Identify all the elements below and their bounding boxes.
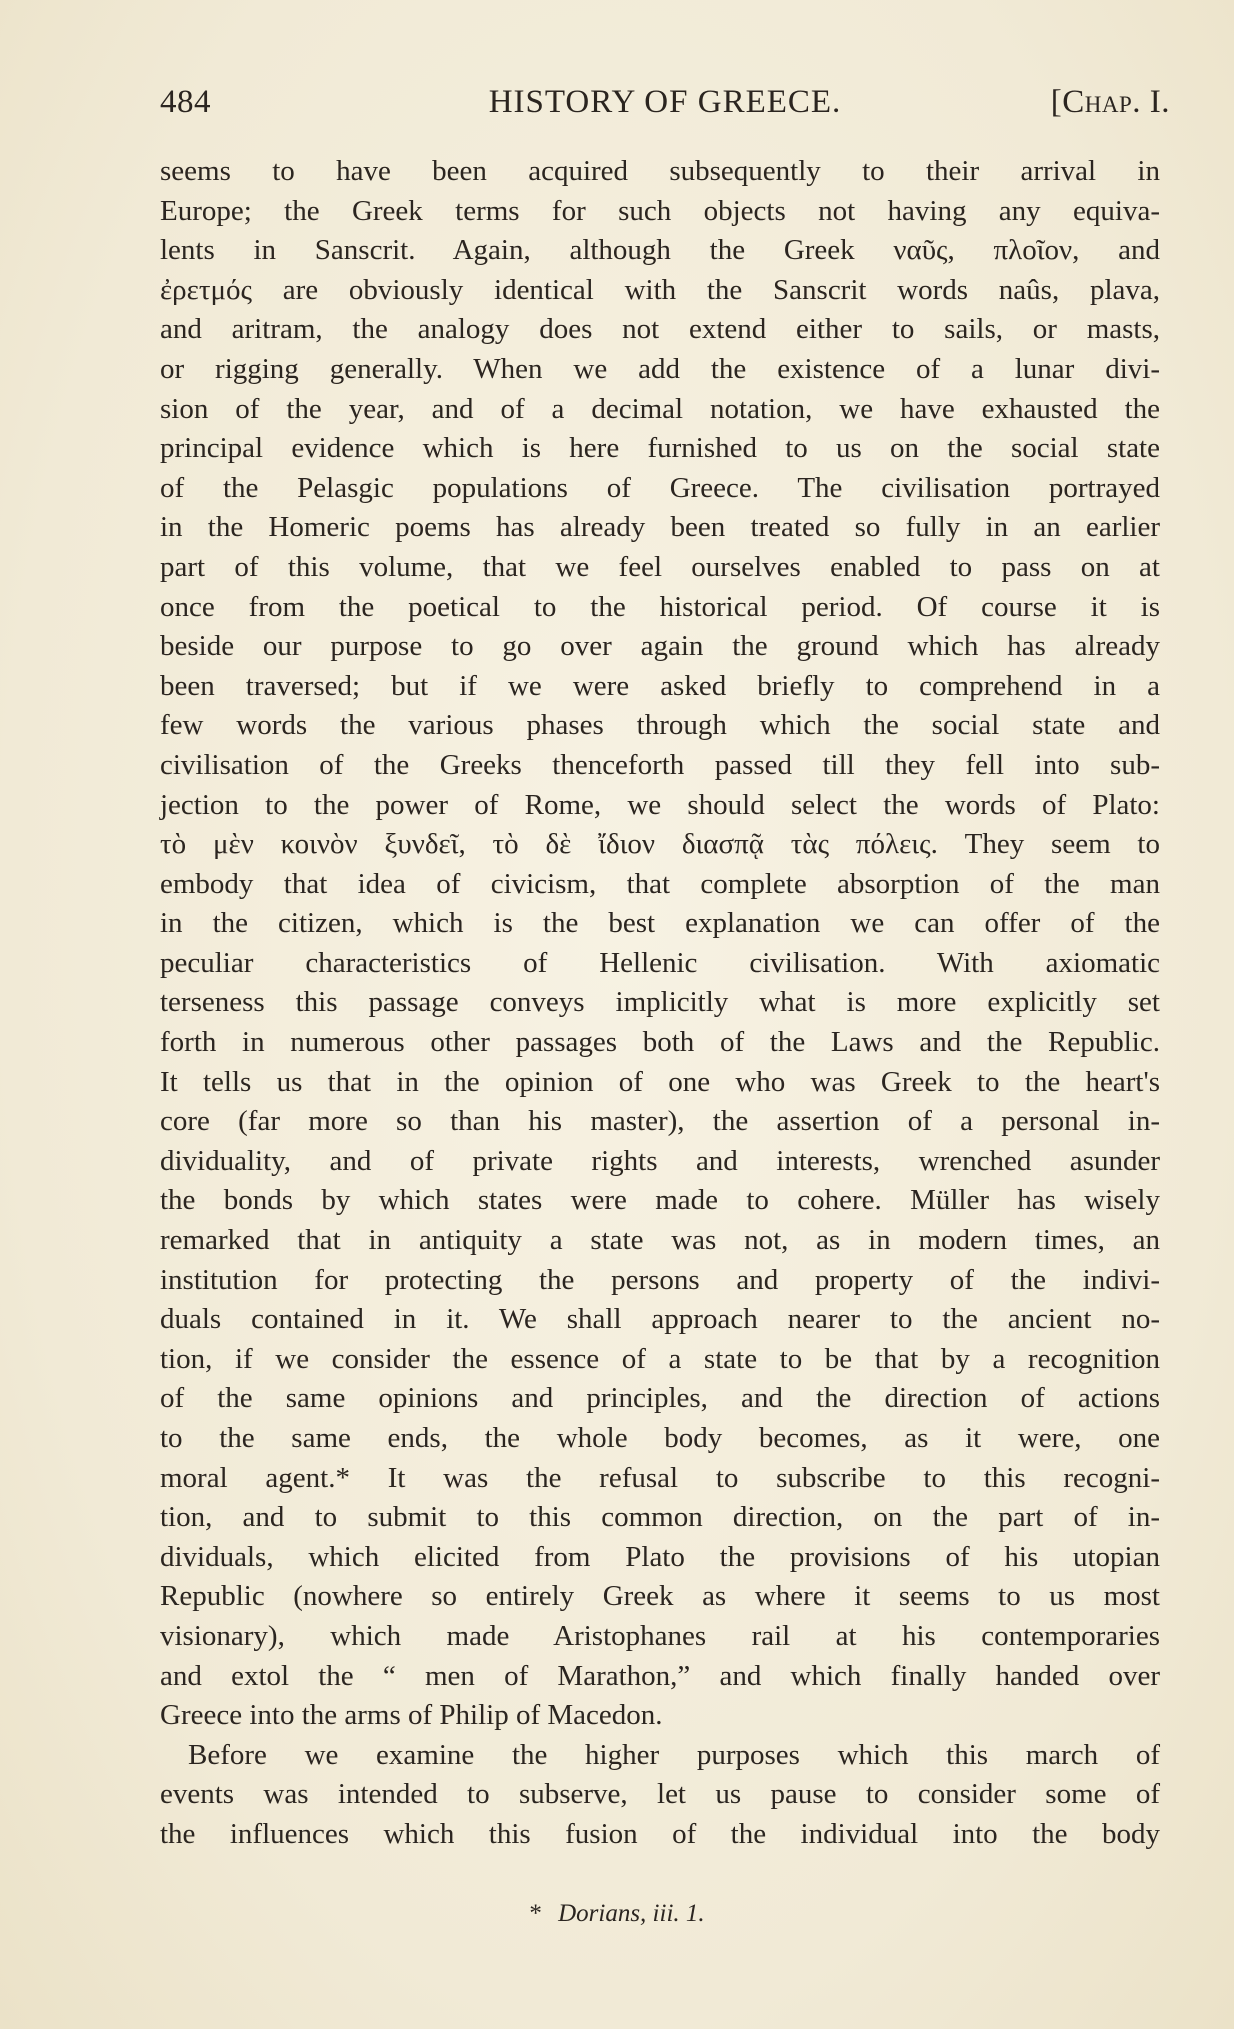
- text-line: few words the various phases through which the social state and: [160, 709, 1160, 742]
- text-line: and extol the “ men of Marathon,” and which finally handed over: [160, 1659, 1160, 1692]
- text-line: of the Pelasgic populations of Greece. The civilisation portrayed: [160, 471, 1160, 504]
- text-line: in the citizen, which is the best explanation we can offer of the: [160, 907, 1160, 940]
- text-line: beside our purpose to go over again the ground which has already: [160, 630, 1160, 663]
- text-line: the influences which this fusion of the individual into the body: [160, 1817, 1160, 1850]
- text-line: once from the poetical to the historical period. Of course it is: [160, 590, 1160, 623]
- footnote: [0, 1900, 1234, 1928]
- text-line: jection to the power of Rome, we should select the words of Plato:: [160, 788, 1160, 821]
- text-line: dividuals, which elicited from Plato the provisions of his utopian: [160, 1540, 1160, 1573]
- greek-quote-line: τὸ μὲν κοινὸν ξυνδεῖ, τὸ δὲ ἴδιον διασπᾷ τὰς πόλεις. They seem to: [160, 828, 1160, 861]
- text-line: duals contained in it. We shall approach nearer to the ancient no-: [160, 1303, 1160, 1336]
- text-line: civilisation of the Greeks thenceforth passed till they fell into sub-: [160, 748, 1160, 781]
- footnote-text: Dorians, iii. 1.: [558, 1900, 705, 1927]
- page-number: 484: [160, 84, 211, 120]
- paragraph-end-line: Greece into the arms of Philip of Macedon.: [160, 1699, 663, 1732]
- text-line: terseness this passage conveys implicitly what is more explicitly set: [160, 986, 1160, 1019]
- text-line: moral agent.* It was the refusal to subscribe to this recogni-: [160, 1461, 1160, 1494]
- text-line: of the same opinions and principles, and the direction of actions: [160, 1382, 1160, 1415]
- text-line: embody that idea of civicism, that complete absorption of the man: [160, 867, 1160, 900]
- text-line: or rigging generally. When we add the existence of a lunar divi-: [160, 352, 1160, 385]
- text-line: forth in numerous other passages both of the Laws and the Republic.: [160, 1026, 1160, 1059]
- text-line: Europe; the Greek terms for such objects not having any equiva-: [160, 194, 1160, 227]
- running-title: HISTORY OF GREECE.: [488, 84, 842, 120]
- text-line: to the same ends, the whole body becomes, as it were, one: [160, 1422, 1160, 1454]
- text-line: principal evidence which is here furnished to us on the social state: [160, 432, 1160, 465]
- text-line: remarked that in antiquity a state was not, as in modern times, an: [160, 1224, 1160, 1257]
- text-line: Republic (nowhere so entirely Greek as where it seems to us most: [160, 1580, 1160, 1613]
- text-line: core (far more so than his master), the assertion of a personal in-: [160, 1105, 1160, 1138]
- text-line: been traversed; but if we were asked briefly to comprehend in a: [160, 669, 1160, 702]
- text-line: the bonds by which states were made to cohere. Müller has wisely: [160, 1184, 1160, 1217]
- text-line: visionary), which made Aristophanes rail at his contemporaries: [160, 1619, 1160, 1652]
- text-line: events was intended to subserve, let us pause to consider some of: [160, 1778, 1160, 1811]
- text-line: lents in Sanscrit. Again, although the Greek ναῦς, πλοῖον, and: [160, 234, 1160, 267]
- text-line: sion of the year, and of a decimal notation, we have exhausted the: [160, 392, 1160, 425]
- text-line: dividuality, and of private rights and interests, wrenched asunder: [160, 1144, 1160, 1177]
- chapter-marker: [Chap. I.: [1050, 84, 1170, 120]
- text-line: and aritram, the analogy does not extend either to sails, or masts,: [160, 313, 1160, 346]
- text-line: tion, and to submit to this common direction, on the part of in-: [160, 1501, 1160, 1534]
- footnote-marker: *: [529, 1900, 542, 1927]
- text-line: seems to have been acquired subsequently to their arrival in: [160, 155, 1160, 187]
- text-line: ἐρετμός are obviously identical with the Sanscrit words naûs, plava,: [160, 273, 1160, 306]
- text-line: institution for protecting the persons and property of the indivi-: [160, 1263, 1160, 1296]
- text-line: in the Homeric poems has already been treated so fully in an earlier: [160, 511, 1160, 544]
- paragraph-start-line: Before we examine the higher purposes which this march of: [188, 1738, 1160, 1771]
- text-line: part of this volume, that we feel ourselves enabled to pass on at: [160, 550, 1160, 583]
- text-line: peculiar characteristics of Hellenic civilisation. With axiomatic: [160, 946, 1160, 979]
- text-line: tion, if we consider the essence of a state to be that by a recognition: [160, 1342, 1160, 1375]
- text-line: It tells us that in the opinion of one who was Greek to the heart's: [160, 1065, 1160, 1098]
- body-text: [160, 152, 1160, 1855]
- page-header: [160, 84, 1170, 128]
